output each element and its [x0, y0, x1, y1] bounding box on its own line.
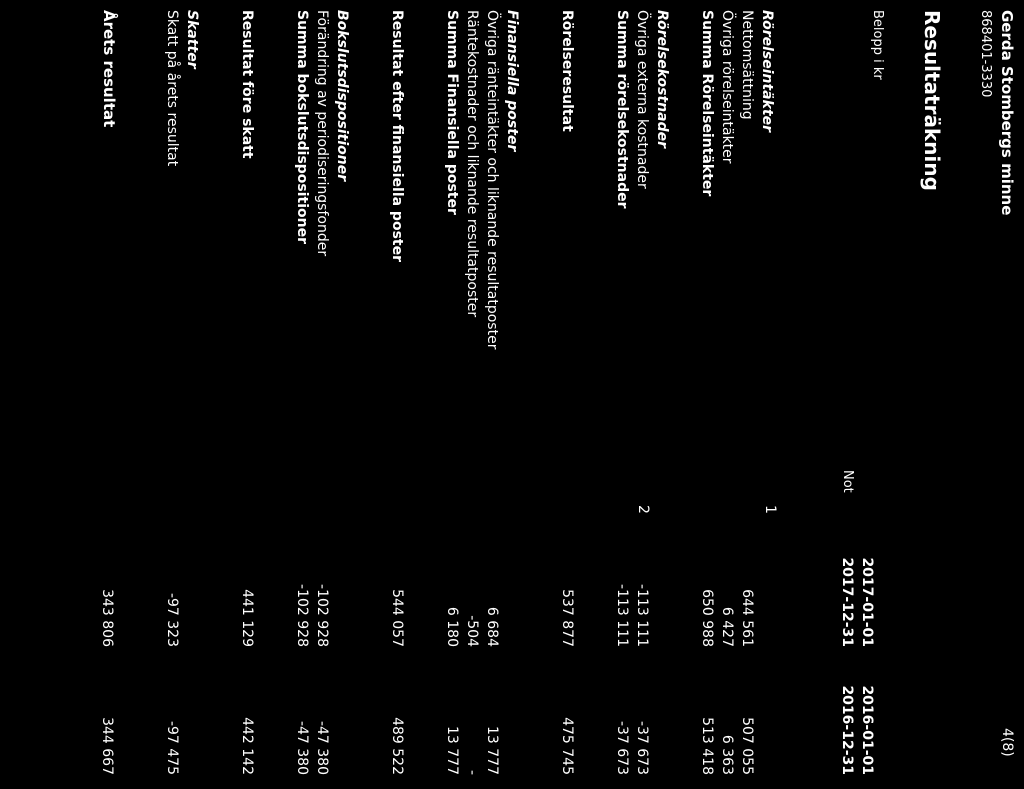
row-label: Nettomsättning — [739, 10, 755, 120]
row-value-y2: 513 418 — [699, 717, 715, 775]
row-label: Summa Finansiella poster — [444, 10, 460, 215]
row-value-y1: -102 928 — [314, 584, 330, 647]
company-name: Gerda Stombergs minne — [998, 10, 1016, 216]
row-value-y1: -504 — [464, 615, 480, 647]
row-value-y2: 344 667 — [99, 717, 115, 775]
section-bokslut: Bokslutsdispositioner — [334, 10, 350, 182]
row-value-y2: 507 055 — [739, 717, 755, 775]
col-not-header: Not — [840, 470, 855, 493]
row-label: Årets resultat — [100, 10, 118, 128]
row-value-y1: 644 561 — [739, 589, 755, 647]
row-value-y2: 475 745 — [559, 717, 575, 775]
row-value-y2: -47 380 — [314, 720, 330, 775]
row-value-y1: 6 180 — [444, 606, 460, 647]
row-label: Förändring av periodiseringsfonder — [314, 10, 330, 257]
row-value-y2: 13 777 — [484, 726, 500, 775]
row-value-y1: 343 806 — [99, 589, 115, 647]
row-label: Övriga externa kostnader — [634, 10, 650, 189]
row-label: Skatt på årets resultat — [164, 10, 180, 167]
row-value-y1: 537 877 — [559, 589, 575, 647]
section-rorelsekostnader: Rörelsekostnader — [654, 10, 670, 149]
row-value-y2: -37 673 — [634, 720, 650, 775]
row-value-y1: 650 988 — [699, 589, 715, 647]
row-value-y1: -97 323 — [164, 592, 180, 647]
row-label: Resultat före skatt — [239, 10, 255, 159]
col-y2-from: 2016-01-01 — [859, 685, 875, 775]
col-y2-to: 2016-12-31 — [839, 685, 855, 775]
row-value-y1: -113 111 — [614, 584, 630, 647]
row-value-y2: - — [464, 769, 480, 775]
row-value-y1: 441 129 — [239, 589, 255, 647]
section-rorelseintakter: Rörelseintäkter — [759, 10, 775, 133]
row-label: Summa Rörelseintäkter — [699, 10, 715, 197]
row-value-y2: 442 142 — [239, 717, 255, 775]
row-value-y1: -113 111 — [634, 584, 650, 647]
row-value-y2: -37 673 — [614, 720, 630, 775]
row-label: Räntekostnader och liknande resultatposter — [464, 10, 480, 318]
org-number: 868401-3330 — [978, 10, 993, 98]
section-finansiella: Finansiella poster — [504, 10, 520, 152]
row-label: Övriga rörelseintäkter — [719, 10, 735, 164]
row-value-y1: 6 427 — [719, 606, 735, 647]
row-value-y1: 544 057 — [389, 589, 405, 647]
row-note: 2 — [635, 505, 651, 514]
col-y1-to: 2017-12-31 — [839, 557, 855, 647]
row-value-y2: -97 475 — [164, 720, 180, 775]
row-value-y2: 6 363 — [719, 734, 735, 775]
row-value-y1: -102 928 — [294, 584, 310, 647]
row-value-y2: 489 522 — [389, 717, 405, 775]
col-y1-from: 2017-01-01 — [859, 557, 875, 647]
row-label: Summa rörelsekostnader — [614, 10, 630, 209]
row-value-y2: 13 777 — [444, 726, 460, 775]
amount-unit: Belopp i kr — [870, 10, 885, 80]
row-value-y2: -47 380 — [294, 720, 310, 775]
row-note: 1 — [762, 505, 778, 514]
row-value-y1: 6 684 — [484, 606, 500, 647]
row-label: Övriga ränteintäkter och liknande resultatposter — [484, 10, 500, 350]
row-label: Rörelseresultat — [559, 10, 575, 132]
row-label: Summa bokslutsdispositioner — [294, 10, 310, 245]
page-number: 4(8) — [999, 728, 1015, 757]
page-title: Resultaträkning — [920, 10, 944, 191]
row-label: Resultat efter finansiella poster — [389, 10, 405, 262]
section-skatter: Skatter — [184, 10, 200, 69]
